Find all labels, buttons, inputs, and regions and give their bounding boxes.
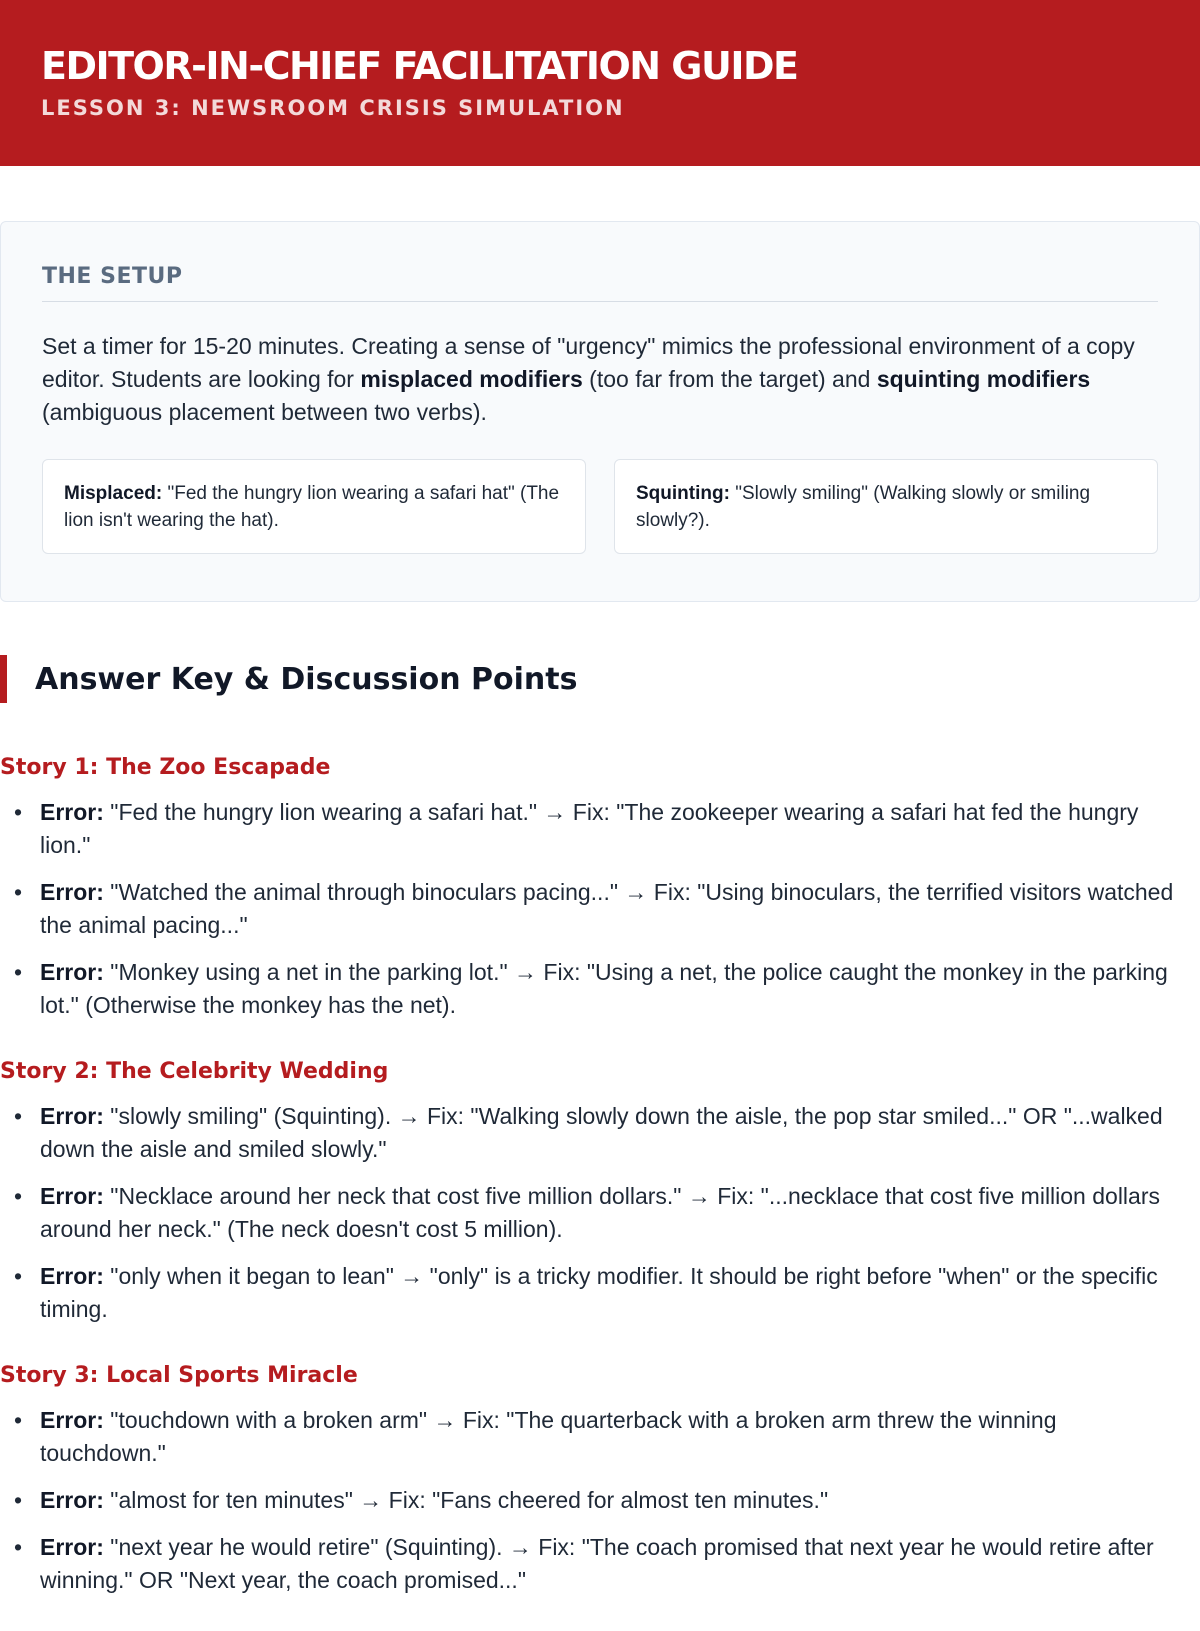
error-item [40, 796, 1180, 862]
example-cards [42, 459, 1158, 554]
error-item [40, 956, 1180, 1022]
example-card-misplaced [42, 459, 586, 554]
error-text: "Monkey using a net in the parking lot." → Fix: "Using a net, the police caught the monkey in the parking lot." (Otherwise the monkey has the net). [40, 959, 1168, 1018]
error-text: "Fed the hungry lion wearing a safari hat." → Fix: "The zookeeper wearing a safari hat fed the hungry lion." [40, 799, 1139, 858]
error-text: "slowly smiling" (Squinting). → Fix: "Walking slowly down the aisle, the pop star smiled..." OR "...walked down the aisle and smiled slowly." [40, 1103, 1163, 1162]
answer-key-title: Answer Key & Discussion Points [35, 661, 578, 697]
error-item [40, 1531, 1180, 1597]
setup-description [42, 330, 1158, 429]
error-list [0, 796, 1200, 1022]
example-text: "Slowly smiling" (Walking slowly or smiling slowly?). [636, 483, 1091, 531]
error-label: Error: [40, 1183, 104, 1209]
setup-term-squinting: squinting modifiers [876, 366, 1091, 392]
error-list [0, 1404, 1200, 1597]
story-title: Story 3: Local Sports Miracle [0, 1363, 358, 1388]
story-title: Story 2: The Celebrity Wedding [0, 1059, 389, 1084]
error-item [40, 1100, 1180, 1166]
error-text: "only when it began to lean" → "only" is a tricky modifier. It should be right before "when" or the specific timing. [40, 1263, 1158, 1322]
setup-term-misplaced: misplaced modifiers [360, 366, 583, 392]
error-text: "touchdown with a broken arm" → Fix: "The quarterback with a broken arm threw the winning touchdown." [40, 1407, 1057, 1466]
error-label: Error: [40, 1487, 104, 1513]
story-section [0, 1056, 1200, 1326]
error-item [40, 1180, 1180, 1246]
page-header [0, 0, 1200, 166]
answer-key-heading [0, 655, 577, 703]
error-item [40, 1484, 1180, 1517]
error-label: Error: [40, 1407, 104, 1433]
error-text: "next year he would retire" (Squinting). → Fix: "The coach promised that next year he would retire after winning." OR "Next year, the coach promised..." [40, 1534, 1154, 1593]
page-subtitle: LESSON 3: NEWSROOM CRISIS SIMULATION [41, 96, 625, 120]
accent-bar [0, 655, 7, 703]
page-title: EDITOR-IN-CHIEF FACILITATION GUIDE [41, 44, 798, 88]
example-card-squinting [614, 459, 1158, 554]
error-label: Error: [40, 959, 104, 985]
story-section [0, 752, 1200, 1022]
error-item [40, 1404, 1180, 1470]
setup-title: THE SETUP [42, 264, 1158, 302]
error-text: "Watched the animal through binoculars pacing..." → Fix: "Using binoculars, the terrified visitors watched the animal pacing..." [40, 879, 1174, 938]
error-label: Error: [40, 879, 104, 905]
story-title: Story 1: The Zoo Escapade [0, 755, 331, 780]
answer-key-stories [0, 752, 1200, 1631]
error-item [40, 1260, 1180, 1326]
error-label: Error: [40, 1534, 104, 1560]
story-section [0, 1360, 1200, 1597]
error-list [0, 1100, 1200, 1326]
example-label: Squinting: [636, 483, 730, 504]
error-label: Error: [40, 1263, 104, 1289]
example-label: Misplaced: [64, 483, 163, 504]
error-label: Error: [40, 799, 104, 825]
setup-text-part: (ambiguous placement between two verbs). [42, 399, 487, 425]
error-label: Error: [40, 1103, 104, 1129]
example-text: "Fed the hungry lion wearing a safari hat" (The lion isn't wearing the hat). [64, 483, 560, 531]
setup-text-part: (too far from the target) and [582, 366, 877, 392]
setup-panel [0, 221, 1200, 602]
error-text: "almost for ten minutes" → Fix: "Fans cheered for almost ten minutes." [103, 1487, 829, 1513]
setup-text-part: Set a timer for 15-20 minutes. Creating a sense of "urgency" mimics the professional environment of a copy editor. Students are looking for [42, 333, 1135, 392]
error-item [40, 876, 1180, 942]
error-text: "Necklace around her neck that cost five million dollars." → Fix: "...necklace that cost five million dollars around her neck." (The neck doesn't cost 5 million). [40, 1183, 1160, 1242]
